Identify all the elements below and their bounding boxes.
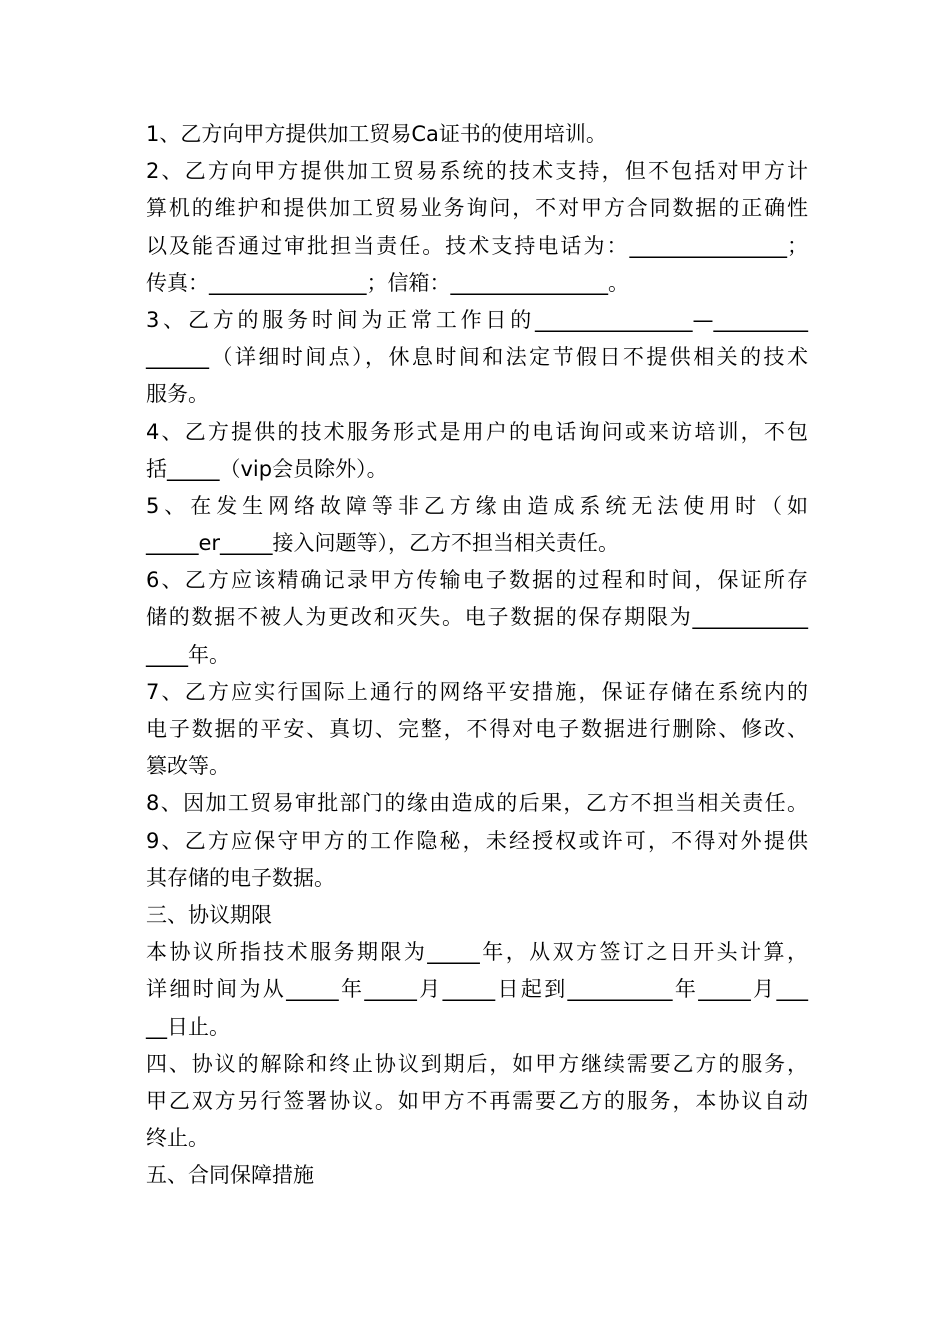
text-line: 服务。 [146, 382, 209, 407]
text-line: ______（详细时间点），休息时间和法定节假日不提供相关的技术 [146, 345, 808, 370]
text-line: 4、乙方提供的技术服务形式是用户的电话询问或来访培训，不包 [146, 419, 808, 444]
text-line: 9、乙方应保守甲方的工作隐秘，未经授权或许可，不得对外提供 [146, 828, 808, 853]
text-line: 其存储的电子数据。 [146, 865, 335, 890]
text-line: 四、协议的解除和终止协议到期后，如甲方继续需要乙方的服务， [146, 1051, 808, 1076]
text-line: 传真：_______________；信箱：_______________。 [146, 270, 629, 295]
text-line: 储的数据不被人为更改和灭失。电子数据的保存期限为___________ [146, 605, 808, 630]
text-line: 8、因加工贸易审批部门的缘由造成的后果，乙方不担当相关责任。 [146, 791, 808, 816]
text-line: 甲乙双方另行签署协议。如甲方不再需要乙方的服务，本协议自动 [146, 1088, 808, 1113]
text-line: __日止。 [146, 1014, 230, 1039]
text-line: _____er_____接入问题等），乙方不担当相关责任。 [146, 531, 620, 556]
text-line: ____年。 [146, 642, 230, 667]
text-line: 本协议所指技术服务期限为_____年，从双方签订之日开头计算， [146, 940, 808, 965]
text-line: 终止。 [146, 1126, 209, 1151]
text-line: 详细时间为从_____年_____月_____日起到__________年_____月___ [146, 977, 808, 1002]
section-heading: 三、协议期限 [146, 902, 272, 927]
text-line: 电子数据的平安、真切、完整，不得对电子数据进行删除、修改、 [146, 717, 808, 741]
text-line: 以及能否通过审批担当责任。技术支持电话为：_______________； [146, 233, 808, 258]
text-line: 3、乙方的服务时间为正常工作日的_______________—_________ [146, 307, 808, 332]
text-line: 2、乙方向甲方提供加工贸易系统的技术支持，但不包括对甲方计 [146, 159, 808, 184]
text-line: 算机的维护和提供加工贸易业务询问，不对甲方合同数据的正确性 [146, 196, 808, 221]
text-line: 6、乙方应该精确记录甲方传输电子数据的过程和时间，保证所存 [146, 568, 808, 593]
text-line: 括_____（vip会员除外）。 [146, 456, 388, 481]
section-heading: 五、合同保障措施 [146, 1163, 314, 1188]
text-line: 篡改等。 [146, 754, 230, 779]
document-body [146, 116, 808, 1194]
text-line: 1、乙方向甲方提供加工贸易Ca证书的使用培训。 [146, 122, 607, 146]
text-line: 7、乙方应实行国际上通行的网络平安措施，保证存储在系统内的 [146, 679, 808, 704]
text-line: 5、在发生网络故障等非乙方缘由造成系统无法使用时（如 [146, 493, 808, 518]
